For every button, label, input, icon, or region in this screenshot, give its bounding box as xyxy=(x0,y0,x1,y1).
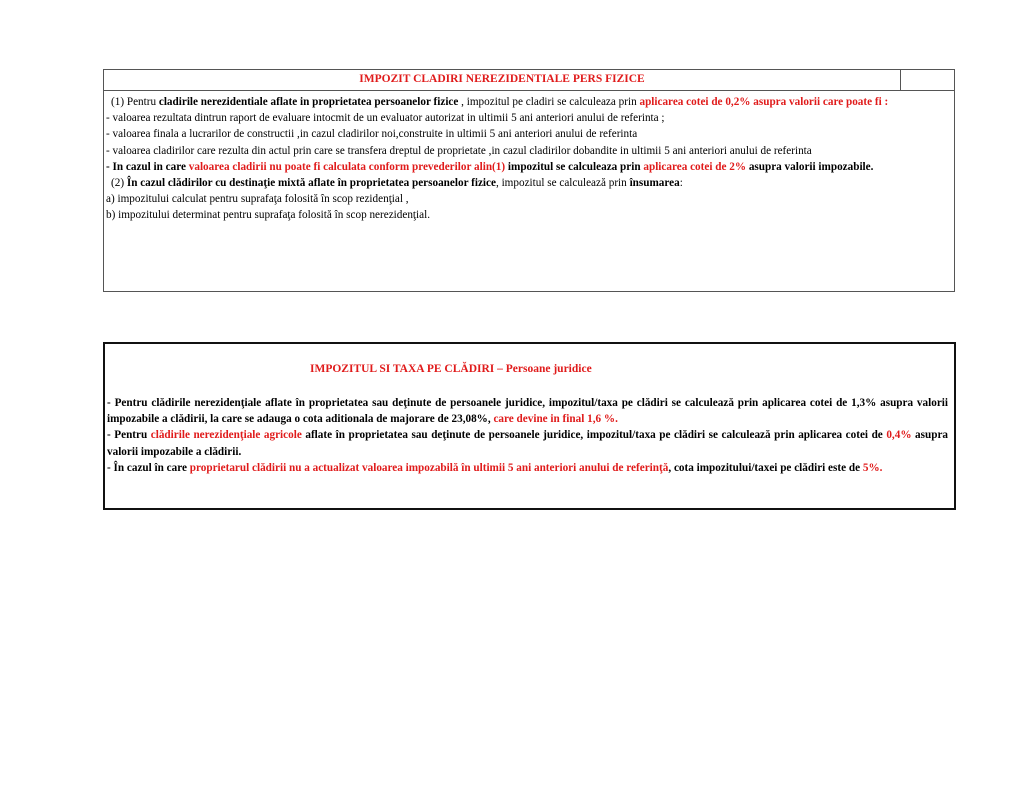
list-item: - valoarea finala a lucrarilor de constructii ,in cazul cladirilor noi,construite in ultimii 5 ani anteriori anului de referinta xyxy=(106,128,638,141)
paragraph-rate-02 xyxy=(106,94,950,110)
bold-text: În cazul clădirilor cu destinaţie mixtă aflate în proprietatea persoanelor fizice xyxy=(126,177,496,190)
list-item: - valoarea cladirilor care rezulta din actul prin care se transfera dreptul de proprietate ,in cazul cladirilor dobandite in ultimii 5 ani anteriori anului de referinta xyxy=(106,144,812,157)
bold-text: însumarea xyxy=(629,177,680,190)
text-span: : xyxy=(679,177,683,190)
text-span: - Pentru clădirile nerezidenţiale aflate în proprietatea sau deţinute de persoanele juridice, impozitul/taxa pe clădiri se calculează prin aplicarea cotei de 1,3% asupra valorii impozabile a clădirii, la care se adauga o cota aditionala de majorare de 23,08%, xyxy=(107,397,948,426)
title-rest: – Persoane juridice xyxy=(494,363,592,375)
text-span: asupra valorii impozabile a clădirii. xyxy=(107,429,948,458)
paragraph-mixed-use xyxy=(106,175,950,191)
box-header-row xyxy=(104,70,954,91)
title-red: IMPOZITUL SI TAXA PE CLĂDIRI xyxy=(310,363,495,375)
individuals-tax-box xyxy=(103,69,955,292)
highlight-text: 5%. xyxy=(862,461,883,474)
list-item: a) impozitului calculat pentru suprafaţa folosită în scop rezidenţial , xyxy=(106,193,409,206)
highlight-text: valoarea cladirii nu poate fi calculata conform prevederilor alin(1) xyxy=(188,160,506,173)
text-span: - În cazul în care xyxy=(107,461,190,474)
highlight-text: aplicarea cotei de 2% xyxy=(643,160,747,173)
paragraph-rate-2 xyxy=(106,159,950,175)
highlight-text: clădirile nerezidenţiale agricole xyxy=(150,429,302,442)
bold-text: asupra valorii impozabile. xyxy=(746,160,874,173)
text-span: , cota impozitului/taxei pe clădiri este de xyxy=(668,461,863,474)
highlight-text: care devine in final 1,6 %. xyxy=(493,413,618,426)
box-title xyxy=(310,361,954,377)
bold-text: cladirile nerezidentiale aflate in proprietatea persoanelor fizice xyxy=(158,96,459,108)
text-span: (2) xyxy=(111,177,127,190)
text-span: aflate în proprietatea sau deţinute de persoanele juridice, impozitul/taxa pe clădiri se calculează prin aplicarea cotei de xyxy=(301,429,887,442)
text-span: (1) Pentru xyxy=(111,96,159,108)
paragraph-agricultural xyxy=(107,427,948,459)
header-empty-cell xyxy=(901,70,954,90)
bold-text: impozitul se calculeaza prin xyxy=(505,160,644,173)
legal-entities-tax-box xyxy=(103,342,956,510)
paragraph-rate-13 xyxy=(107,395,948,427)
box-body xyxy=(104,91,954,224)
highlight-text: proprietarul clădirii nu a actualizat valoarea impozabilă în ultimii 5 ani anteriori anului de referinţă xyxy=(189,461,669,474)
text-span: , impozitul pe cladiri se calculeaza prin xyxy=(458,96,640,108)
box-title: IMPOZIT CLADIRI NEREZIDENTIALE PERS FIZICE xyxy=(104,70,901,90)
paragraph-not-updated xyxy=(107,460,948,476)
highlight-text: 0,4% xyxy=(886,429,912,442)
bold-text: - In cazul in care xyxy=(106,160,189,173)
list-item: b) impozitului determinat pentru suprafaţa folosită în scop nerezidenţial. xyxy=(106,209,431,222)
box-body xyxy=(105,395,954,476)
text-span: - Pentru xyxy=(107,429,151,442)
list-item: - valoarea rezultata dintrun raport de evaluare intocmit de un evaluator autorizat in ultimii 5 ani anteriori anului de referinta ; xyxy=(106,112,665,125)
text-span: , impozitul se calculează prin xyxy=(495,177,630,190)
highlight-text: aplicarea cotei de 0,2% asupra valorii care poate fi : xyxy=(639,96,889,108)
